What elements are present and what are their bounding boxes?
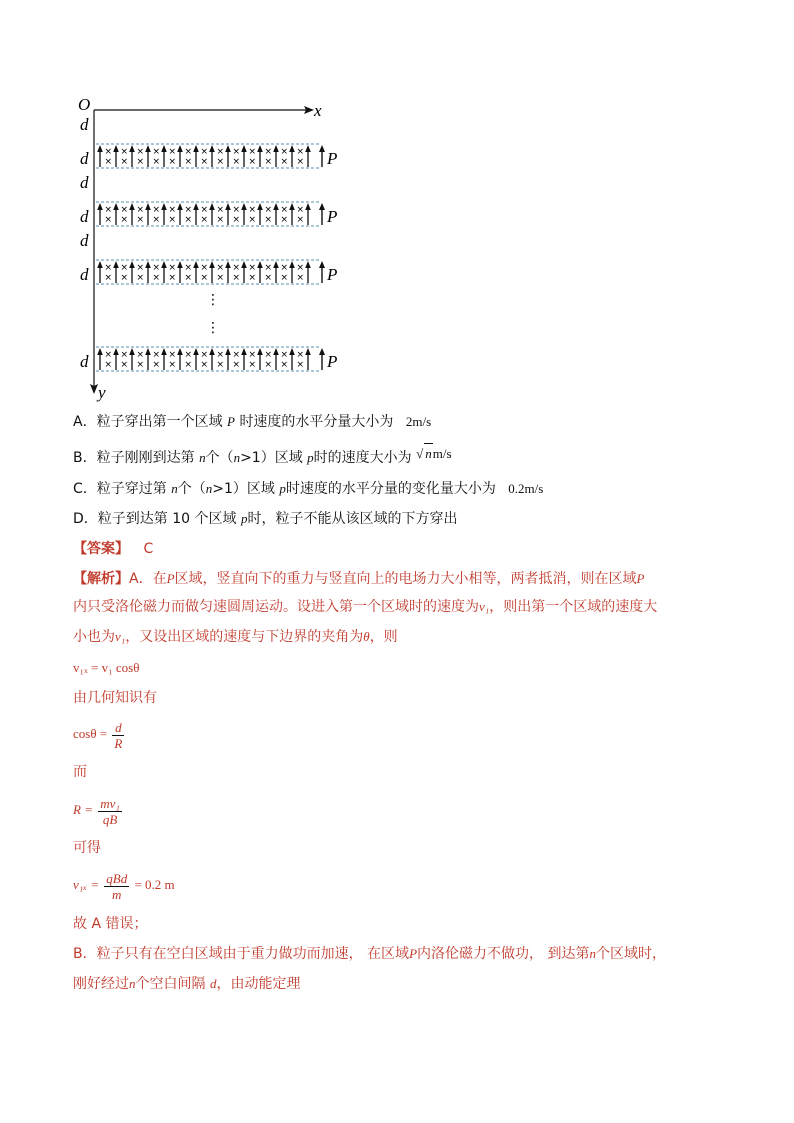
magnetic-field-cross-icon: ×	[152, 205, 161, 215]
arrow-head-icon	[97, 145, 103, 152]
magnetic-field-cross-icon: ×	[248, 350, 257, 360]
arrow-head-icon	[225, 145, 231, 152]
magnetic-field-cross-icon: ×	[168, 360, 177, 370]
arrow-head-icon	[161, 203, 167, 210]
gap-label-d: d	[80, 231, 89, 250]
arrow-head-icon	[319, 348, 325, 355]
arrow-head-icon	[225, 203, 231, 210]
arrow-head-icon	[177, 145, 183, 152]
magnetic-field-cross-icon: ×	[296, 350, 305, 360]
arrow-head-icon	[289, 261, 295, 268]
magnetic-field-cross-icon: ×	[248, 215, 257, 225]
arrow-head-icon	[225, 348, 231, 355]
magnetic-field-cross-icon: ×	[152, 147, 161, 157]
equation-3: R = $\frac{\text{mv₁}}{qB}$	[73, 795, 120, 827]
arrow-head-icon	[193, 348, 199, 355]
analysis-line-1: 【解析】A．在P区域，竖直向下的重力与竖直向上的电场力大小相等，两者抵消，则在区域P	[73, 571, 645, 587]
arrow-head-icon	[145, 145, 151, 152]
magnetic-field-cross-icon: ×	[280, 263, 289, 273]
magnetic-field-cross-icon: ×	[232, 147, 241, 157]
arrow-head-icon	[289, 348, 295, 355]
magnetic-field-cross-icon: ×	[232, 263, 241, 273]
arrow-head-icon	[145, 203, 151, 210]
magnetic-field-cross-icon: ×	[232, 205, 241, 215]
option-d: D．粒子到达第 10 个区域 p时，粒子不能从该区域的下方穿出	[73, 511, 458, 527]
magnetic-field-cross-icon: ×	[216, 205, 225, 215]
magnetic-field-cross-icon: ×	[296, 273, 305, 283]
arrow-head-icon	[129, 145, 135, 152]
option-b: B．粒子刚刚到达第 n个（n>1）区域 p时的速度大小为 √ nm/s	[73, 447, 452, 468]
magnetic-field-cross-icon: ×	[152, 215, 161, 225]
magnetic-field-cross-icon: ×	[120, 263, 129, 273]
magnetic-field-cross-icon: ×	[200, 273, 209, 283]
option-a: A．粒子穿出第一个区域 P 时速度的水平分量大小为 2m/s	[73, 414, 432, 430]
magnetic-field-cross-icon: ×	[248, 157, 257, 167]
magnetic-field-cross-icon: ×	[200, 147, 209, 157]
magnetic-field-cross-icon: ×	[136, 360, 145, 370]
magnetic-field-cross-icon: ×	[232, 215, 241, 225]
magnetic-field-cross-icon: ×	[280, 350, 289, 360]
region-height-label-d: d	[80, 265, 89, 284]
magnetic-field-cross-icon: ×	[136, 157, 145, 167]
field-region-diagram	[70, 92, 340, 402]
magnetic-field-cross-icon: ×	[104, 263, 113, 273]
magnetic-field-cross-icon: ×	[216, 360, 225, 370]
arrow-head-icon	[97, 348, 103, 355]
magnetic-field-cross-icon: ×	[184, 205, 193, 215]
region-height-label-d: d	[80, 149, 89, 168]
arrow-head-icon	[161, 145, 167, 152]
magnetic-field-cross-icon: ×	[280, 215, 289, 225]
magnetic-field-cross-icon: ×	[232, 157, 241, 167]
arrow-head-icon	[177, 203, 183, 210]
arrow-head-icon	[273, 145, 279, 152]
conclusion-a: 故 A 错误；	[73, 916, 148, 932]
magnetic-field-cross-icon: ×	[168, 147, 177, 157]
answer: 【答案】 C	[73, 541, 154, 557]
magnetic-field-cross-icon: ×	[264, 205, 273, 215]
magnetic-field-cross-icon: ×	[136, 215, 145, 225]
arrow-head-icon	[257, 261, 263, 268]
arrow-head-icon	[273, 261, 279, 268]
magnetic-field-cross-icon: ×	[184, 350, 193, 360]
arrow-head-icon	[257, 203, 263, 210]
arrow-head-icon	[145, 348, 151, 355]
magnetic-field-cross-icon: ×	[152, 273, 161, 283]
magnetic-field-cross-icon: ×	[104, 360, 113, 370]
magnetic-field-cross-icon: ×	[216, 273, 225, 283]
magnetic-field-cross-icon: ×	[296, 157, 305, 167]
obtain-text: 可得	[73, 840, 101, 856]
arrow-head-icon	[97, 203, 103, 210]
analysis-line-2: 内只受洛伦磁力而做匀速圆周运动。设进入第一个区域时的速度为v₁，则出第一个区域的速度大	[73, 599, 658, 615]
magnetic-field-cross-icon: ×	[280, 273, 289, 283]
gap-label-d: d	[80, 115, 89, 134]
magnetic-field-cross-icon: ×	[232, 360, 241, 370]
magnetic-field-cross-icon: ×	[152, 360, 161, 370]
magnetic-field-cross-icon: ×	[104, 215, 113, 225]
magnetic-field-cross-icon: ×	[200, 205, 209, 215]
arrow-head-icon	[97, 261, 103, 268]
arrow-head-icon	[319, 261, 325, 268]
magnetic-field-cross-icon: ×	[184, 147, 193, 157]
ellipsis-1: ⋮	[206, 292, 220, 308]
magnetic-field-cross-icon: ×	[168, 215, 177, 225]
arrow-head-icon	[241, 348, 247, 355]
region-label-p: P	[327, 207, 338, 226]
x-axis-label: x	[314, 101, 322, 120]
arrow-head-icon	[177, 261, 183, 268]
magnetic-field-cross-icon: ×	[296, 360, 305, 370]
magnetic-field-cross-icon: ×	[120, 350, 129, 360]
arrow-head-icon	[305, 348, 311, 355]
magnetic-field-cross-icon: ×	[200, 360, 209, 370]
magnetic-field-cross-icon: ×	[120, 360, 129, 370]
arrow-head-icon	[273, 203, 279, 210]
magnetic-field-cross-icon: ×	[216, 350, 225, 360]
magnetic-field-cross-icon: ×	[248, 360, 257, 370]
arrow-head-icon	[161, 348, 167, 355]
magnetic-field-cross-icon: ×	[248, 147, 257, 157]
magnetic-field-cross-icon: ×	[232, 273, 241, 283]
magnetic-field-cross-icon: ×	[168, 350, 177, 360]
arrow-head-icon	[225, 261, 231, 268]
magnetic-field-cross-icon: ×	[104, 147, 113, 157]
magnetic-field-cross-icon: ×	[296, 205, 305, 215]
arrow-head-icon	[273, 348, 279, 355]
analysis-b-line-1: B．粒子只有在空白区域由于重力做功而加速， 在区域P内洛伦磁力不做功， 到达第n个区域时，	[73, 946, 666, 962]
arrow-head-icon	[177, 348, 183, 355]
magnetic-field-cross-icon: ×	[296, 147, 305, 157]
magnetic-field-cross-icon: ×	[104, 205, 113, 215]
arrow-head-icon	[161, 261, 167, 268]
arrow-head-icon	[257, 348, 263, 355]
arrow-head-icon	[289, 145, 295, 152]
arrow-head-icon	[209, 145, 215, 152]
magnetic-field-cross-icon: ×	[136, 205, 145, 215]
arrow-head-icon	[209, 348, 215, 355]
magnetic-field-cross-icon: ×	[264, 215, 273, 225]
arrow-head-icon	[319, 203, 325, 210]
magnetic-field-cross-icon: ×	[136, 263, 145, 273]
magnetic-field-cross-icon: ×	[296, 215, 305, 225]
magnetic-field-cross-icon: ×	[104, 273, 113, 283]
arrow-head-icon	[289, 203, 295, 210]
region-height-label-d: d	[80, 352, 89, 371]
analysis-line-3: 小也为v₁，又设出区域的速度与下边界的夹角为θ，则	[73, 629, 398, 645]
magnetic-field-cross-icon: ×	[200, 157, 209, 167]
magnetic-field-cross-icon: ×	[120, 273, 129, 283]
arrow-head-icon	[257, 145, 263, 152]
origin-label: O	[78, 95, 91, 114]
magnetic-field-cross-icon: ×	[136, 147, 145, 157]
arrow-head-icon	[129, 348, 135, 355]
magnetic-field-cross-icon: ×	[152, 350, 161, 360]
arrow-head-icon	[113, 203, 119, 210]
equation-4: v₁ₓ = $\frac{\text{qBd}}{m}$ = 0.2 m	[73, 870, 175, 902]
arrow-head-icon	[113, 348, 119, 355]
arrow-head-icon	[305, 261, 311, 268]
magnetic-field-cross-icon: ×	[152, 157, 161, 167]
and-text: 而	[73, 764, 87, 780]
magnetic-field-cross-icon: ×	[280, 360, 289, 370]
arrow-head-icon	[193, 145, 199, 152]
arrow-head-icon	[193, 261, 199, 268]
arrow-head-icon	[209, 203, 215, 210]
magnetic-field-cross-icon: ×	[184, 263, 193, 273]
region-height-label-d: d	[80, 207, 89, 226]
gap-label-d: d	[80, 173, 89, 192]
region-label-p: P	[327, 265, 338, 284]
magnetic-field-cross-icon: ×	[264, 147, 273, 157]
magnetic-field-cross-icon: ×	[264, 360, 273, 370]
option-c: C．粒子穿过第 n个（n>1）区域 p时速度的水平分量的变化量大小为 0.2m/s	[73, 481, 544, 497]
arrow-head-icon	[319, 145, 325, 152]
magnetic-field-cross-icon: ×	[280, 147, 289, 157]
magnetic-field-cross-icon: ×	[120, 215, 129, 225]
magnetic-field-cross-icon: ×	[184, 215, 193, 225]
magnetic-field-cross-icon: ×	[200, 215, 209, 225]
magnetic-field-cross-icon: ×	[168, 205, 177, 215]
equation-2: cosθ = $\frac{d}{R}$	[73, 719, 123, 751]
region-label-p: P	[327, 352, 338, 371]
magnetic-field-cross-icon: ×	[200, 263, 209, 273]
magnetic-field-cross-icon: ×	[280, 205, 289, 215]
y-axis-label: y	[98, 383, 106, 402]
magnetic-field-cross-icon: ×	[264, 273, 273, 283]
magnetic-field-cross-icon: ×	[248, 205, 257, 215]
magnetic-field-cross-icon: ×	[120, 157, 129, 167]
region-label-p: P	[327, 149, 338, 168]
magnetic-field-cross-icon: ×	[296, 263, 305, 273]
arrow-head-icon	[113, 261, 119, 268]
arrow-head-icon	[193, 203, 199, 210]
magnetic-field-cross-icon: ×	[264, 263, 273, 273]
ellipsis-2: ⋮	[206, 320, 220, 336]
magnetic-field-cross-icon: ×	[104, 157, 113, 167]
magnetic-field-cross-icon: ×	[120, 205, 129, 215]
magnetic-field-cross-icon: ×	[264, 157, 273, 167]
equation-1: v₁ₓ = v₁ cosθ	[73, 660, 140, 675]
arrow-head-icon	[209, 261, 215, 268]
magnetic-field-cross-icon: ×	[136, 350, 145, 360]
arrow-head-icon	[241, 261, 247, 268]
arrow-head-icon	[145, 261, 151, 268]
magnetic-field-cross-icon: ×	[184, 360, 193, 370]
magnetic-field-cross-icon: ×	[264, 350, 273, 360]
analysis-b-line-2: 刚好经过n个空白间隔 d，由动能定理	[73, 976, 301, 992]
magnetic-field-cross-icon: ×	[216, 147, 225, 157]
magnetic-field-cross-icon: ×	[216, 263, 225, 273]
magnetic-field-cross-icon: ×	[216, 215, 225, 225]
magnetic-field-cross-icon: ×	[232, 350, 241, 360]
magnetic-field-cross-icon: ×	[248, 273, 257, 283]
magnetic-field-cross-icon: ×	[184, 157, 193, 167]
geometry-note: 由几何知识有	[73, 690, 157, 706]
arrow-head-icon	[113, 145, 119, 152]
arrow-head-icon	[305, 203, 311, 210]
arrow-head-icon	[241, 203, 247, 210]
magnetic-field-cross-icon: ×	[200, 350, 209, 360]
magnetic-field-cross-icon: ×	[168, 263, 177, 273]
magnetic-field-cross-icon: ×	[168, 273, 177, 283]
arrow-head-icon	[241, 145, 247, 152]
arrow-head-icon	[305, 145, 311, 152]
magnetic-field-cross-icon: ×	[216, 157, 225, 167]
magnetic-field-cross-icon: ×	[104, 350, 113, 360]
magnetic-field-cross-icon: ×	[152, 263, 161, 273]
magnetic-field-cross-icon: ×	[136, 273, 145, 283]
magnetic-field-cross-icon: ×	[280, 157, 289, 167]
magnetic-field-cross-icon: ×	[120, 147, 129, 157]
magnetic-field-cross-icon: ×	[184, 273, 193, 283]
magnetic-field-cross-icon: ×	[168, 157, 177, 167]
magnetic-field-cross-icon: ×	[248, 263, 257, 273]
arrow-head-icon	[129, 203, 135, 210]
arrow-head-icon	[129, 261, 135, 268]
